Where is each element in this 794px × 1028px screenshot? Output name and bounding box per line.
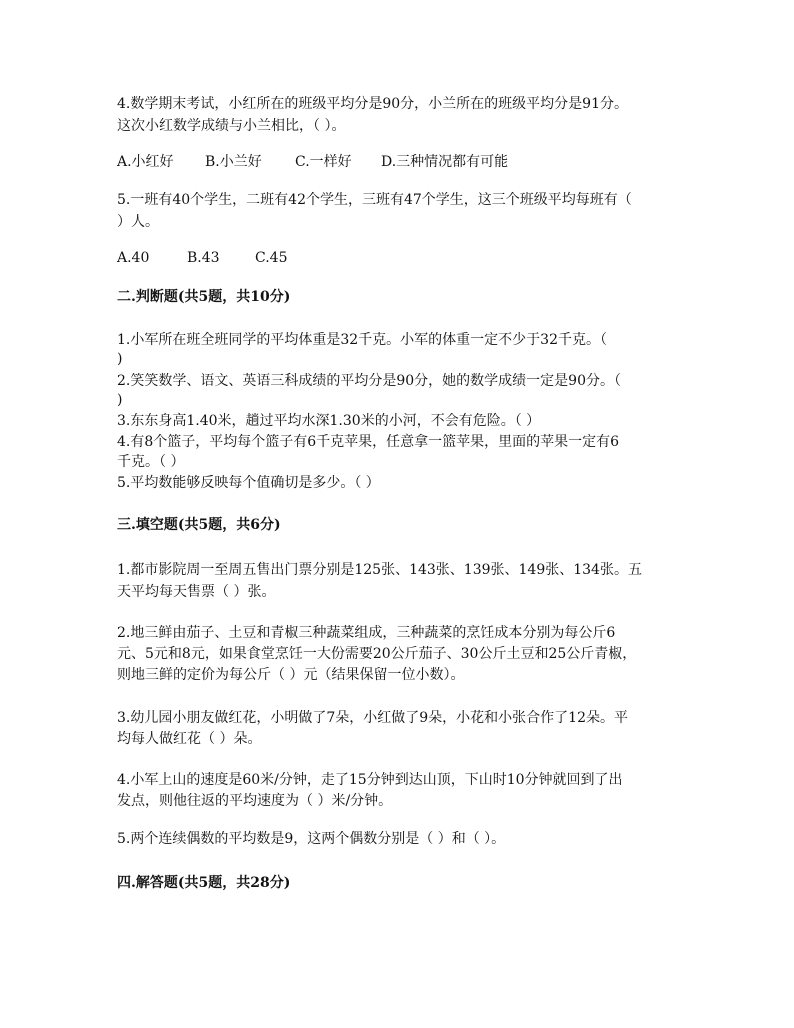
question-4-line-1: 4.数学期末考试，小红所在的班级平均分是90分，小兰所在的班级平均分是91分。: [117, 96, 628, 112]
option-b: B.小兰好: [205, 154, 262, 170]
judge-item-1-line-1: 1.小军所在班全班同学的平均体重是32千克。小军的体重一定不少于32千克。（: [117, 332, 607, 348]
fill-item-3-line-2: 均每人做红花（ ）朵。: [117, 731, 262, 747]
judge-item-2-line-2: ): [117, 392, 123, 408]
fill-item-1-line-2: 天平均每天售票（ ）张。: [117, 584, 276, 600]
question-5-options: [117, 248, 287, 268]
option-b: B.43: [187, 250, 220, 266]
fill-item-2-line-2: 元、5元和8元，如果食堂烹饪一大份需要20公斤茄子、30公斤土豆和25公斤青椒，: [117, 646, 637, 662]
judge-item-3: 3.东东身高1.40米，趟过平均水深1.30米的小河，不会有危险。（ ）: [117, 413, 541, 429]
section-4-title: 四.解答题(共5题，共28分): [117, 875, 291, 891]
judge-item-4-line-2: 千克。（ ）: [117, 454, 185, 470]
question-5-line-1: 5.一班有40个学生，二班有42个学生，三班有47个学生，这三个班级平均每班有（: [117, 192, 632, 208]
option-c: C.45: [255, 250, 288, 266]
option-a: A.40: [117, 250, 150, 266]
fill-item-2-line-1: 2.地三鲜由茄子、土豆和青椒三种蔬菜组成，三种蔬菜的烹饪成本分别为每公斤6: [117, 625, 616, 641]
judge-item-4-line-1: 4.有8个篮子，平均每个篮子有6千克苹果，任意拿一篮苹果，里面的苹果一定有6: [117, 434, 620, 450]
section-3-title: 三.填空题(共5题，共6分): [117, 517, 281, 533]
option-d: D.三种情况都有可能: [381, 154, 509, 170]
fill-item-3-line-1: 3.幼儿园小朋友做红花，小明做了7朵，小红做了9朵，小花和小张合作了12朵。平: [117, 710, 628, 726]
section-2-title: 二.判断题(共5题，共10分): [117, 289, 291, 305]
fill-item-4-line-1: 4.小军上山的速度是60米/分钟，走了15分钟到达山顶，下山时10分钟就回到了出: [117, 772, 623, 788]
judge-item-1-line-2: ): [117, 351, 123, 367]
question-5-line-2: ）人。: [117, 214, 159, 230]
option-a: A.小红好: [117, 154, 174, 170]
judge-item-5: 5.平均数能够反映每个值确切是多少。（ ）: [117, 475, 380, 491]
option-c: C.一样好: [295, 154, 352, 170]
judge-item-2-line-1: 2.笑笑数学、语文、英语三科成绩的平均分是90分，她的数学成绩一定是90分。（: [117, 373, 621, 389]
fill-item-2-line-3: 则地三鲜的定价为每公斤（ ）元（结果保留一位小数）。: [117, 667, 465, 683]
fill-item-1-line-1: 1.都市影院周一至周五售出门票分别是125张、143张、139张、149张、134张。五: [117, 562, 642, 578]
question-4-line-2: 这次小红数学成绩与小兰相比，（ ）。: [117, 118, 346, 134]
fill-item-4-line-2: 发点，则他往返的平均速度为（ ）米/分钟。: [117, 793, 393, 809]
question-4-options: [117, 152, 508, 172]
fill-item-5: 5.两个连续偶数的平均数是9，这两个偶数分别是（ ）和（ ）。: [117, 831, 506, 847]
